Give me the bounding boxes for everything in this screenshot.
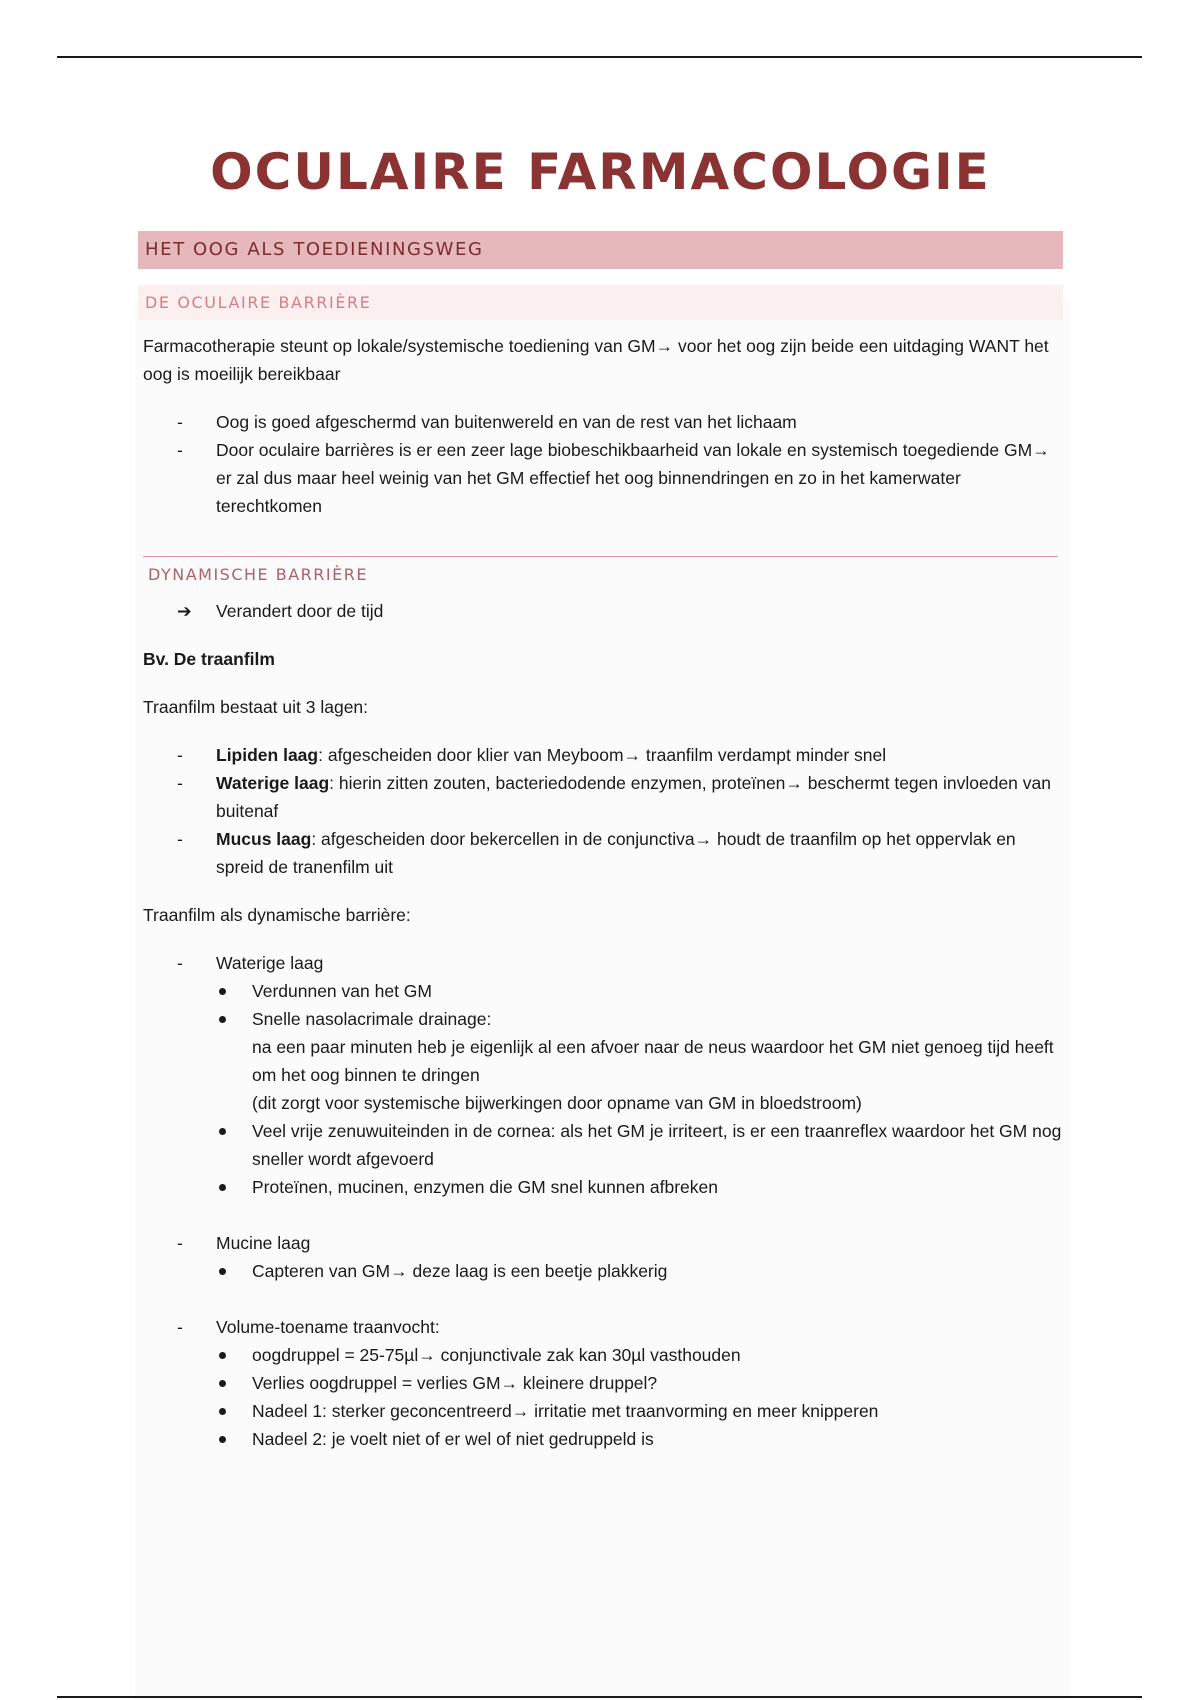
bullet-item: Verlies oogdruppel = verlies GM→ kleinere druppel? [216,1369,1063,1397]
list-item: - Lipiden laag: afgescheiden door klier van Meyboom→ traanfilm verdampt minder snel [138,741,1063,769]
layers-intro: Traanfilm bestaat uit 3 lagen: [143,697,369,717]
bullet-item: oogdruppel = 25-75µl→ conjunctivale zak kan 30µl vasthouden [216,1341,1063,1369]
list-item: - Oog is goed afgeschermd van buitenwereld en van de rest van het lichaam [138,408,1063,436]
dash-marker: - [177,440,183,460]
bullet-icon [219,1408,226,1415]
list-item: - Door oculaire barrières is er een zeer lage biobeschikbaarheid van lokale en systemisch toegediende GM→ er zal dus maar heel weinig van het GM effectief het oog binnendringen en zo in het kamerwater terechtkomen [138,436,1063,520]
dash-marker: - [177,773,183,793]
dash-marker: - [177,953,183,973]
bullet-item: Veel vrije zenuwuiteinden in de cornea: als het GM je irriteert, is er een traanreflex waardoor het GM nog sneller wordt afgevoerd [216,1117,1063,1173]
bullet-icon [219,1268,226,1275]
layers-list [138,741,1063,881]
list-item: - Waterige laag: hierin zitten zouten, bacteriedodende enzymen, proteïnen→ beschermt tegen invloeden van buitenaf [138,769,1063,825]
dynamic-intro: Traanfilm als dynamische barrière: [143,905,411,925]
dash-marker: - [177,412,183,432]
bullet-item: Proteïnen, mucinen, enzymen die GM snel kunnen afbreken [216,1173,1063,1201]
dash-marker: - [177,745,183,765]
footer-rule [57,1696,1142,1698]
bullet-item: Capteren van GM→ deze laag is een beetje plakkerig [216,1257,1063,1285]
bullet-icon [219,988,226,995]
intro-paragraph: Farmacotherapie steunt op lokale/systemische toediening van GM→ voor het oog zijn beide een uitdaging WANT het oog is moeilijk bereikbaar [143,336,1049,384]
arrow-list-item: ➔ Verandert door de tijd [138,597,1063,625]
group-waterige-laag: - Waterige laag Verdunnen van het GM Snelle nasolacrimale drainage: na een paar minuten heb je eigenlijk al een afvoer naar de neus waardoor het GM niet genoeg tijd heeft om het oog binnen te dringen (dit zorgt voor systemische bijwerkingen door opname van GM in bloedstroom) Veel vrije zenuwuiteinden in de cornea: als het GM je irriteert, is er een traanreflex waardoor het GM nog sneller wordt afgevoerd Proteïnen, mucinen, enzymen die GM snel kunnen afbreken [138,949,1063,1201]
example-label: Bv. De traanfilm [143,649,275,669]
bullet-item: Nadeel 1: sterker geconcentreerd→ irritatie met traanvorming en meer knipperen [216,1397,1063,1425]
dash-marker: - [177,829,183,849]
arrow-right-icon: ➔ [177,601,192,621]
bullet-icon [219,1380,226,1387]
heading-dynamische-barriere: DYNAMISCHE BARRIÈRE [143,556,1058,587]
dash-marker: - [177,1317,183,1337]
dash-marker: - [177,1233,183,1253]
dynamic-groups [138,949,1063,1453]
bullet-icon [219,1184,226,1191]
bullet-item: Snelle nasolacrimale drainage: na een paar minuten heb je eigenlijk al een afvoer naar de neus waardoor het GM niet genoeg tijd heeft om het oog binnen te dringen (dit zorgt voor systemische bijwerkingen door opname van GM in bloedstroom) [216,1005,1063,1117]
list-item: - Mucus laag: afgescheiden door bekercellen in de conjunctiva→ houdt de traanfilm op het oppervlak en spreid de tranenfilm uit [138,825,1063,881]
bullet-icon [219,1128,226,1135]
bullet-list [216,1341,1063,1453]
bullet-item: Nadeel 2: je voelt niet of er wel of niet gedruppeld is [216,1425,1063,1453]
heading-oculaire-barriere: DE OCULAIRE BARRIÈRE [138,285,1063,320]
barrier-list [138,408,1063,520]
group-volume-toename: - Volume-toename traanvocht: oogdruppel = 25-75µl→ conjunctivale zak kan 30µl vasthouden Verlies oogdruppel = verlies GM→ kleinere druppel? Nadeel 1: sterker geconcentreerd→ irritatie met traanvorming en meer knipperen Nadeel 2: je voelt niet of er wel of niet gedruppeld is [138,1313,1063,1453]
document-body [138,135,1063,1473]
bullet-icon [219,1352,226,1359]
header-rule [57,56,1142,58]
bullet-item: Verdunnen van het GM [216,977,1063,1005]
heading-1: HET OOG ALS TOEDIENINGSWEG [138,231,1063,269]
bullet-icon [219,1016,226,1023]
bullet-list [216,1257,1063,1285]
document-title: OCULAIRE FARMACOLOGIE [210,143,991,201]
group-mucine-laag: - Mucine laag Capteren van GM→ deze laag is een beetje plakkerig [138,1229,1063,1285]
bullet-icon [219,1436,226,1443]
bullet-list [216,977,1063,1201]
